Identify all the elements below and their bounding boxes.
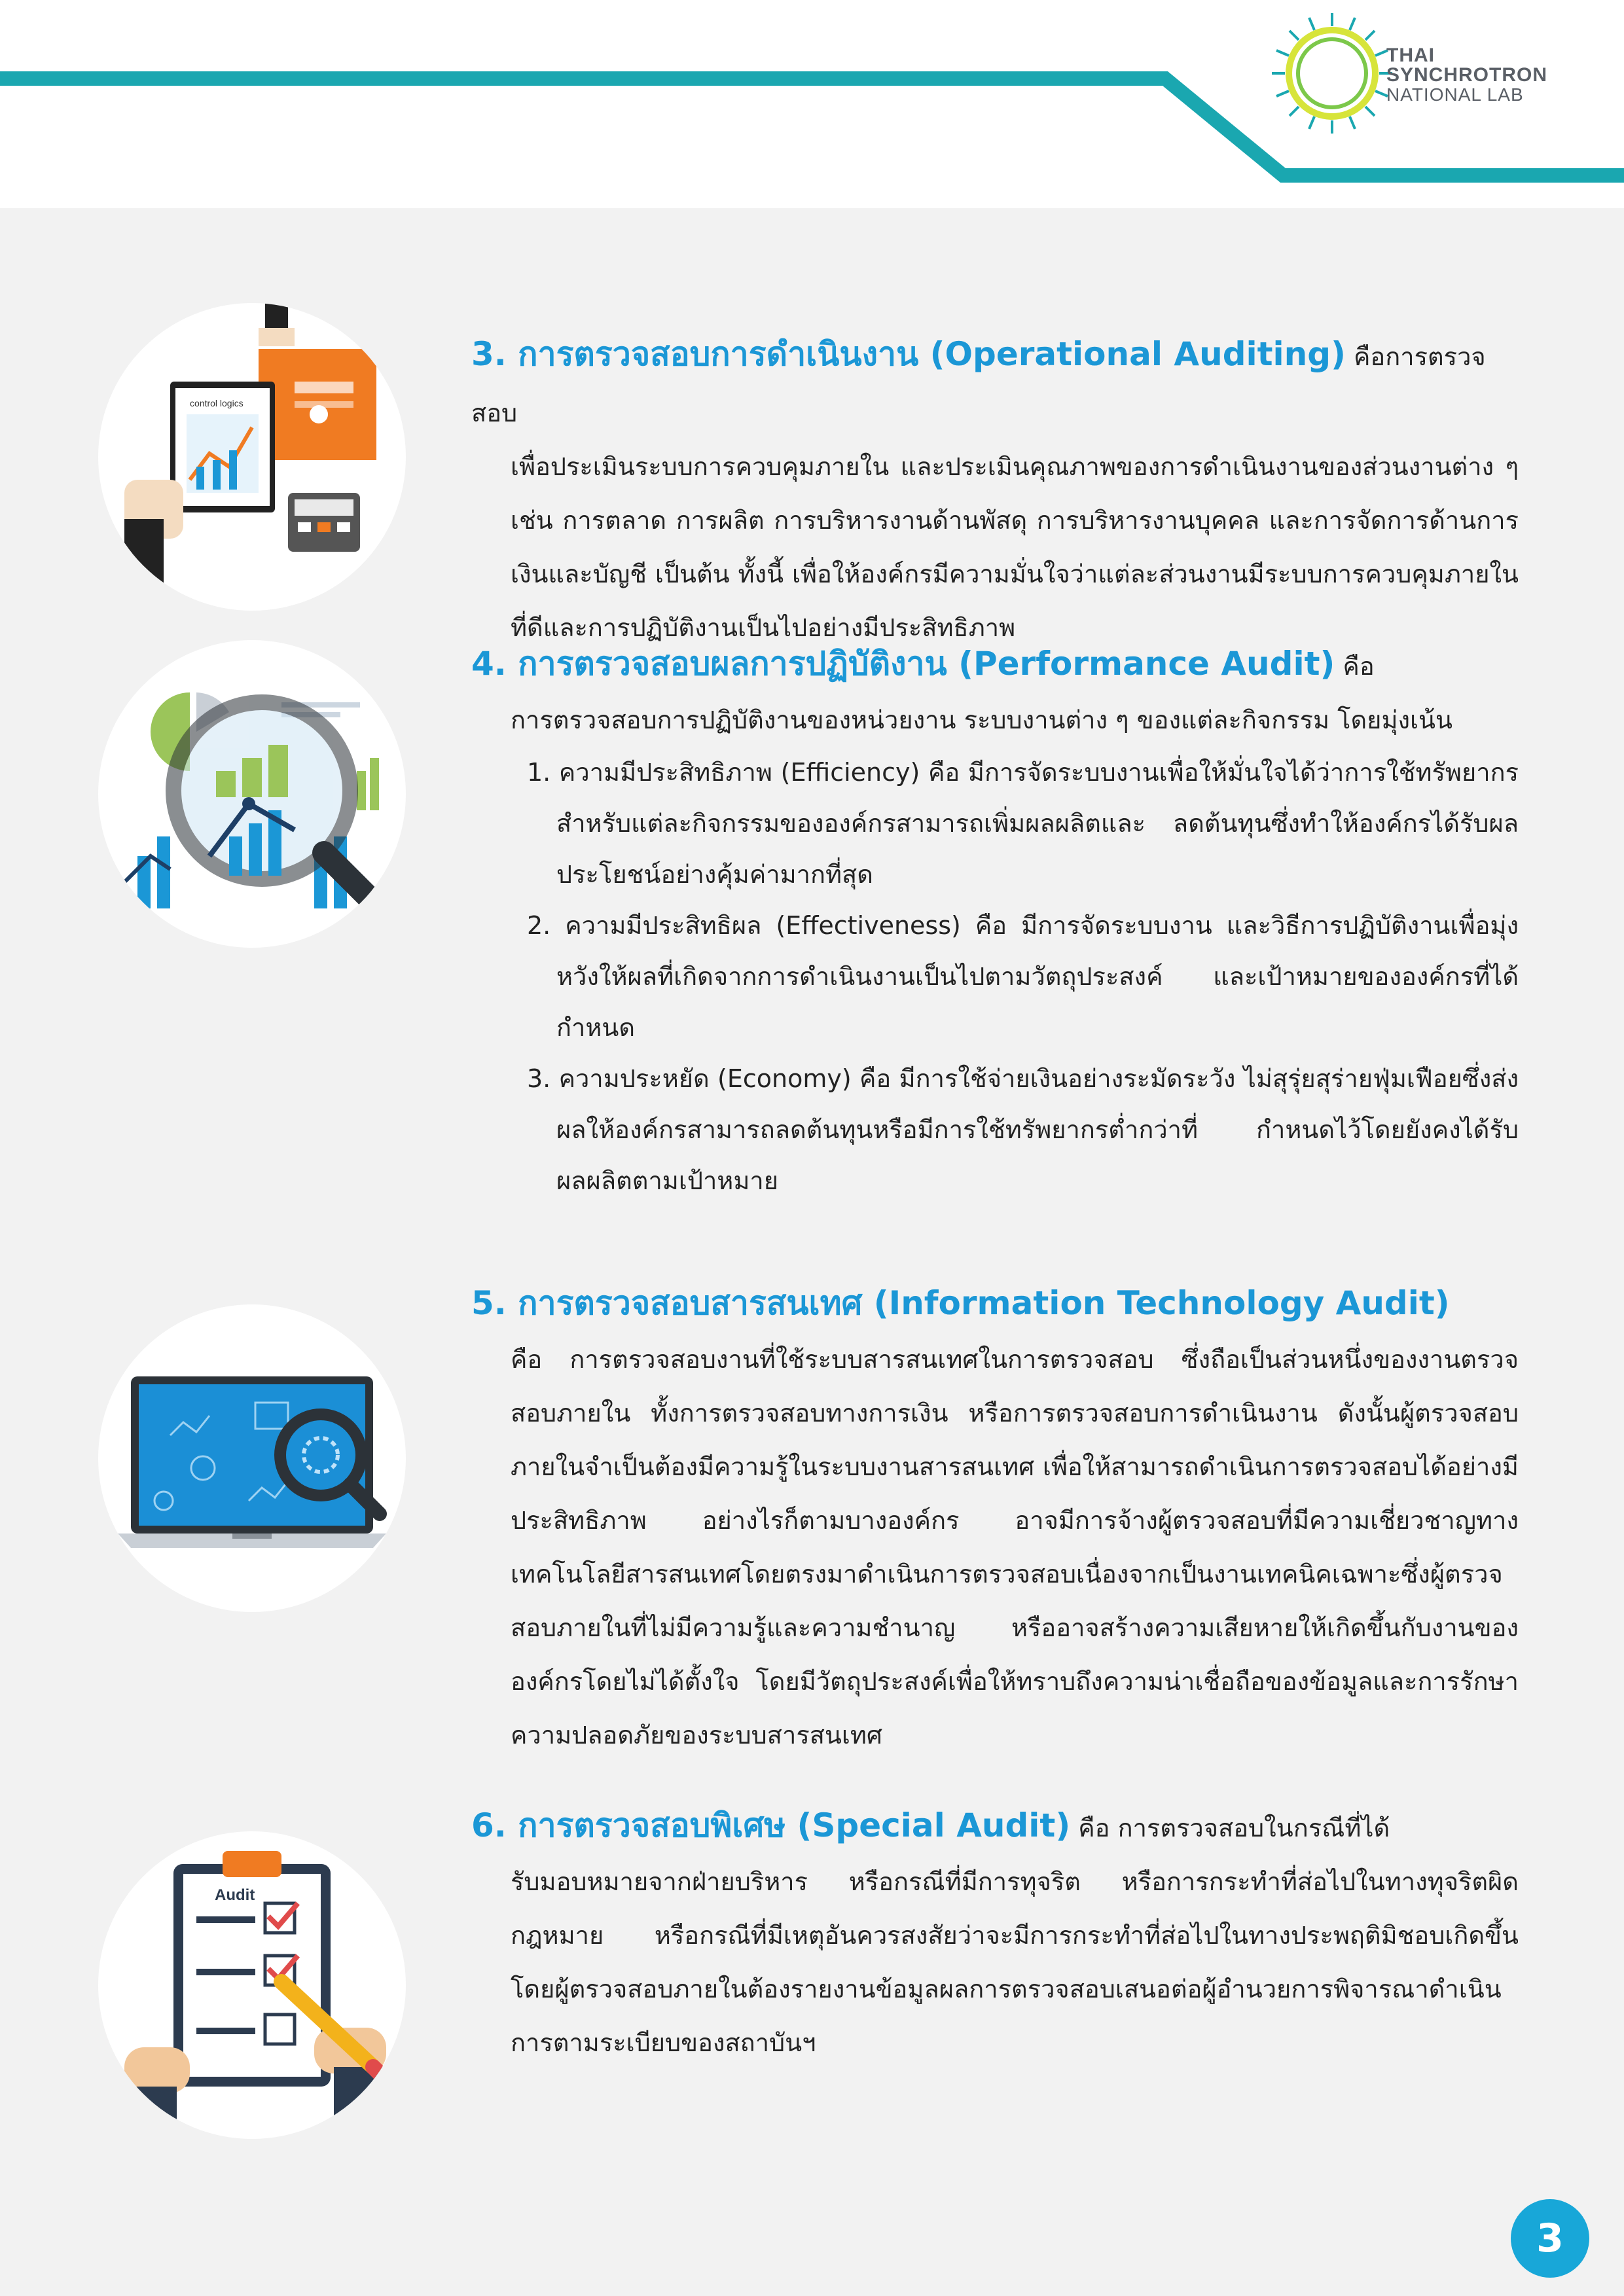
section-operational-auditing [471,327,1519,655]
page-header [0,0,1624,208]
section-3-heading [471,327,1519,440]
logo-line-1: THAI [1386,45,1435,66]
logo-line-2: SYNCHROTRON [1386,64,1548,86]
laptop-magnifier-icon [98,1304,406,1612]
content-area [0,208,1624,2296]
section-5-number: 5. [471,1284,507,1322]
section-4-heading [471,637,1519,693]
logo-wordmark [1386,46,1547,105]
section-5-title: การตรวจสอบสารสนเทศ (Information Technology Audit) [518,1284,1450,1322]
section-6-title-tail: คือ การตรวจสอบในกรณีที่ได้ [1070,1814,1390,1842]
section-it-audit [471,1276,1519,1762]
illustration-performance [98,640,406,948]
section-6-title: การตรวจสอบพิเศษ (Special Audit) [518,1806,1071,1844]
section-3-body: เพื่อประเมินระบบการควบคุมภายใน และประเมินคุณภาพของการดำเนินงานของส่วนงานต่าง ๆ เช่น การตลาด การผลิต การบริหารงานด้านพัสดุ การบริหารงานบุคคล และการจัดการด้านการเงินและบัญชี เป็นต้น ทั้งนี้ เพื่อให้องค์กรมีความมั่นใจว่าแต่ละส่วนงานมีระบบการควบคุมภายในที่ดีและการปฏิบัติงานเป็นไปอย่างมีประสิทธิภาพ [511,452,1519,642]
control-logics-label: control logics [190,398,244,408]
section-5-heading [471,1276,1519,1333]
page-number-badge: 3 [1511,2199,1589,2278]
section-6-body: รับมอบหมายจากฝ่ายบริหาร หรือกรณีที่มีการทุจริต หรือการกระทำที่ส่อไปในทางทุจริตผิดกฎหมาย หรือกรณีที่มีเหตุอันควรสงสัยว่าจะมีการกระทำที่ส่อไปในทางประพฤติมิชอบเกิดขึ้น โดยผู้ตรวจสอบภายในต้องรายงานข้อมูลผลการตรวจสอบเสนอต่อผู้อำนวยการพิจารณาดำเนินการตามระเบียบของสถาบันฯ [511,1867,1519,2057]
section-4-number: 4. [471,645,507,683]
section-5-body: คือ การตรวจสอบงานที่ใช้ระบบสารสนเทศในการตรวจสอบ ซึ่งถือเป็นส่วนหนึ่งของงานตรวจสอบภายใน ทั้งการตรวจสอบทางการเงิน หรือการตรวจสอบการดำเนินงาน ดังนั้นผู้ตรวจสอบภายในจำเป็นต้องมีความรู้ในระบบงานสารสนเทศ เพื่อให้สามารถดำเนินการตรวจสอบได้อย่างมีประสิทธิภาพ อย่างไรก็ตามบางองค์กร อาจมีการจ้างผู้ตรวจสอบที่มีความเชี่ยวชาญทางเทคโนโลยีสารสนเทศโดยตรงมาดำเนินการตรวจสอบเนื่องจากเป็นงานเทคนิคเฉพาะซึ่งผู้ตรวจสอบภายในที่ไม่มีความรู้และความชำนาญ หรืออาจสร้างความเสียหายให้เกิดขึ้นกับงานขององค์กรโดยไม่ได้ตั้งใจ โดยมีวัตถุประสงค์เพื่อให้ทราบถึงความน่าเชื่อถือของข้อมูลและการรักษาความปลอดภัยของระบบสารสนเทศ [511,1345,1519,1749]
control-logics-clipboard-icon [98,303,406,611]
list-item: 1. ความมีประสิทธิภาพ (Efficiency) คือ มีการจัดระบบงานเพื่อให้มั่นใจได้ว่าการใช้ทรัพยากรสำหรับแต่ละกิจกรรมขององค์กรสามารถเพิ่มผลผลิตและ ลดต้นทุนซึ่งทำให้องค์กรได้รับผลประโยชน์อย่างคุ้มค่ามากที่สุด [527,758,1519,889]
section-3-title: การตรวจสอบการดำเนินงาน (Operational Auditing) [518,335,1346,373]
header-accent-lines [0,0,1624,208]
section-6-number: 6. [471,1806,507,1844]
illustration-special-audit [98,1831,406,2139]
section-4-title-tail: คือ [1335,652,1375,681]
section-4-title: การตรวจสอบผลการปฏิบัติงาน (Performance Audit) [518,645,1335,683]
section-3-title-tail: คือการตรวจสอบ [471,342,1486,427]
section-special-audit [471,1799,1519,2070]
section-4-body: การตรวจสอบการปฏิบัติงานของหน่วยงาน ระบบงานต่าง ๆ ของแต่ละกิจกรรม โดยมุ่งเน้น [511,706,1453,734]
magnifier-chart-icon [98,640,406,948]
section-4-list [471,747,1519,1206]
audit-checklist-icon [98,1831,406,2139]
section-performance-audit [471,637,1519,1206]
illustration-it-audit [98,1304,406,1612]
section-6-heading [471,1799,1519,1855]
synchrotron-logo-icon [1272,13,1392,134]
illustration-operational [98,303,406,611]
list-item: 3. ความประหยัด (Economy) คือ มีการใช้จ่ายเงินอย่างระมัดระวัง ไม่สุรุ่ยสุร่ายฟุ่มเฟือยซึ่งส่งผลให้องค์กรสามารถลดต้นทุนหรือมีการใช้ทรัพยากรต่ำกว่าที่ กำหนดไว้โดยยังคงได้รับผลผลิตตามเป้าหมาย [527,1064,1519,1195]
list-item: 2. ความมีประสิทธิผล (Effectiveness) คือ มีการจัดระบบงาน และวิธีการปฏิบัติงานเพื่อมุ่งหวังให้ผลที่เกิดจากการดำเนินงานเป็นไปตามวัตถุประสงค์ และเป้าหมายขององค์กรที่ได้กำหนด [527,911,1519,1042]
logo-line-3: NATIONAL LAB [1386,84,1524,105]
section-3-number: 3. [471,335,507,373]
audit-label: Audit [215,1886,255,1904]
